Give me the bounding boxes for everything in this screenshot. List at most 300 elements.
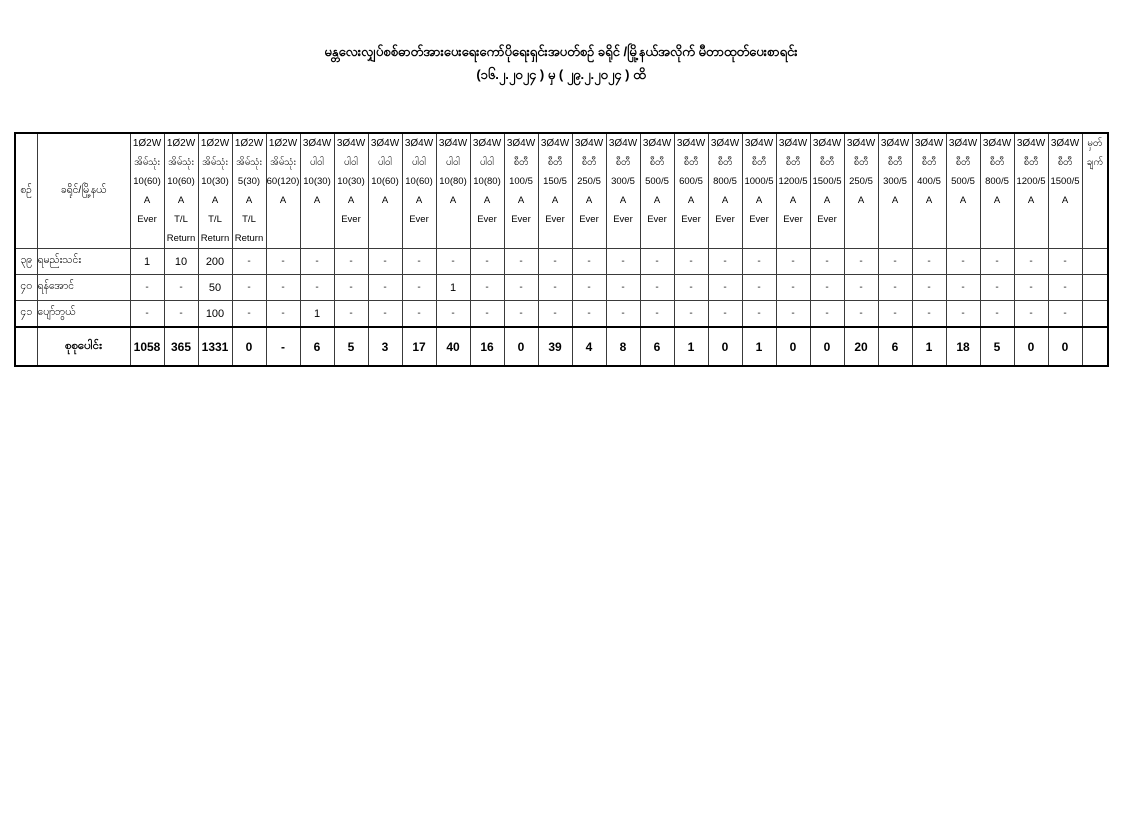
township-name-cell: ရမည်းသင်း [37,249,130,275]
value-cell: 100 [198,301,232,328]
total-value-cell: 6 [640,327,674,366]
unit-label: A [755,195,763,206]
value-cell: - [572,249,606,275]
rating-label: 60(120) [266,176,300,187]
value-cell: - [980,301,1014,328]
phase-label: 3Ø4W [948,138,978,149]
return-label [1015,229,1048,248]
value-cell: - [674,301,708,328]
value-cell: - [402,275,436,301]
unit-label: A [143,195,151,206]
meter-type-column-header-10 [436,133,470,249]
total-value-cell: 3 [368,327,402,366]
rating-label: 1000/5 [744,176,774,187]
rating-label: 10(30) [201,176,229,187]
report-date-range: (၁၆.၂.၂၀၂၄ ) မှ ( ၂၉.၂.၂၀၂၄ ) ထိ [476,67,646,82]
phase-label: 3Ø4W [438,138,468,149]
phase-label: 3Ø4W [846,138,876,149]
value-cell: - [538,249,572,275]
category-label: စီတီ [581,157,597,168]
total-value-cell: 5 [334,327,368,366]
report-title: မန္တလေးလျှပ်စစ်ဓာတ်အားပေးရေးကော်ပိုရေးရှင်းအပတ်စဉ် ခရိုင် /မြို့နယ်အလိုက် မီတာထုတ်ပေးစာရင်း [324,44,798,59]
category-label: စီတီ [819,157,835,168]
meter-type-column-header-25 [946,133,980,249]
phase-label: 1Ø2W [166,138,196,149]
value-cell: - [844,275,878,301]
category-label: စီတီ [785,157,801,168]
total-value-cell: 5 [980,327,1014,366]
meter-type-column-header-13 [538,133,572,249]
unit-label: A [177,195,185,206]
value-cell: - [470,249,504,275]
total-label: စုစုပေါင်း [37,327,130,366]
total-value-cell: 0 [1014,327,1048,366]
meter-type-column-header-8 [368,133,402,249]
category-label: စီတီ [751,157,767,168]
phase-label: 3Ø4W [744,138,774,149]
category-label: အိမ်သုံး [134,157,160,168]
meter-type-column-header-4 [232,133,266,249]
category-label: ပါဝါ [343,157,359,168]
rating-label: 800/5 [985,176,1009,187]
brand-label: Ever [749,214,769,225]
value-cell: - [1048,249,1082,275]
brand-label [845,210,878,229]
rating-label: 800/5 [713,176,737,187]
district-township-column-header: ခရိုင်/မြို့နယ် [37,133,130,249]
value-cell: - [776,275,810,301]
return-label [471,229,504,248]
value-cell: - [300,249,334,275]
rating-label: 600/5 [679,176,703,187]
meter-type-column-header-3 [198,133,232,249]
category-label: အိမ်သုံး [202,157,228,168]
value-cell: - [300,275,334,301]
value-cell: - [1048,275,1082,301]
serial-cell: ၃၉ [15,249,37,275]
value-cell: - [402,301,436,328]
meter-type-column-header-20 [776,133,810,249]
remark-cell [1082,301,1108,328]
value-cell: - [130,275,164,301]
value-cell: - [164,275,198,301]
brand-label: Ever [341,214,361,225]
category-label: ပါဝါ [411,157,427,168]
value-cell: - [980,275,1014,301]
phase-label: 3Ø4W [914,138,944,149]
return-label [743,229,776,248]
total-remark-cell [1082,327,1108,366]
value-cell: - [742,301,776,328]
remark-column-header [1082,133,1108,249]
unit-label: A [1027,195,1035,206]
return-label [437,229,470,248]
unit-label: A [585,195,593,206]
township-name-cell: ပျော်ဘွယ် [37,301,130,328]
phase-label: 3Ø4W [880,138,910,149]
phase-label: 3Ø4W [336,138,366,149]
brand-label: Ever [409,214,429,225]
value-cell: - [504,301,538,328]
value-cell: 1 [130,249,164,275]
return-label [505,229,538,248]
total-value-cell: 8 [606,327,640,366]
value-cell: - [742,249,776,275]
return-label [777,229,810,248]
return-label [131,229,164,248]
brand-label [437,210,470,229]
value-cell: - [776,301,810,328]
meter-type-column-header-26 [980,133,1014,249]
brand-label: T/L [208,214,222,225]
total-value-cell: 0 [504,327,538,366]
category-label: စီတီ [1057,157,1073,168]
total-value-cell: 16 [470,327,504,366]
value-cell: - [130,301,164,328]
value-cell: - [708,249,742,275]
rating-label: 1200/5 [778,176,808,187]
unit-label: A [993,195,1001,206]
category-label: အိမ်သုံး [168,157,194,168]
rating-label: 250/5 [577,176,601,187]
phase-label: 3Ø4W [1016,138,1046,149]
return-label [981,229,1014,248]
value-cell: - [232,301,266,328]
rating-label: 150/5 [543,176,567,187]
brand-label: Ever [783,214,803,225]
total-value-cell: 0 [810,327,844,366]
unit-label: A [1061,195,1069,206]
table-row [15,275,1108,301]
rating-label: 250/5 [849,176,873,187]
phase-label: 1Ø2W [132,138,162,149]
total-value-cell: 0 [232,327,266,366]
value-cell: - [844,249,878,275]
value-cell: - [436,301,470,328]
category-label: အိမ်သုံး [236,157,262,168]
table-row [15,301,1108,328]
category-label: စီတီ [853,157,869,168]
meter-issue-table [14,132,1109,367]
value-cell: - [368,275,402,301]
value-cell: - [946,275,980,301]
phase-label: 3Ø4W [608,138,638,149]
value-cell: - [266,301,300,328]
rating-label: 10(60) [133,176,161,187]
meter-type-column-header-5 [266,133,300,249]
meter-type-column-header-18 [708,133,742,249]
remark-header-line: ချက် [1086,157,1103,168]
brand-label: Ever [647,214,667,225]
phase-label: 3Ø4W [370,138,400,149]
value-cell: - [708,301,742,328]
township-name-cell: ရန်အောင် [37,275,130,301]
phase-label: 3Ø4W [472,138,502,149]
brand-label: Ever [681,214,701,225]
value-cell: - [844,301,878,328]
value-cell: 10 [164,249,198,275]
unit-label: A [245,195,253,206]
brand-label: Ever [477,214,497,225]
value-cell: - [640,249,674,275]
return-label [573,229,606,248]
value-cell: - [1014,301,1048,328]
meter-type-column-header-14 [572,133,606,249]
value-cell: - [334,275,368,301]
total-value-cell: 4 [572,327,606,366]
phase-label: 3Ø4W [540,138,570,149]
value-cell: - [232,275,266,301]
brand-label: T/L [242,214,256,225]
rating-label: 1500/5 [812,176,842,187]
brand-label [1049,210,1082,229]
brand-label [947,210,980,229]
total-serial-cell [15,327,37,366]
rating-label: 10(60) [405,176,433,187]
value-cell: - [912,301,946,328]
category-label: အိမ်သုံး [270,157,296,168]
total-value-cell: 0 [1048,327,1082,366]
meter-type-column-header-28 [1048,133,1082,249]
phase-label: 3Ø4W [302,138,332,149]
value-cell: 200 [198,249,232,275]
unit-label: A [653,195,661,206]
return-label [403,229,436,248]
rating-label: 500/5 [951,176,975,187]
value-cell: - [1048,301,1082,328]
meter-type-column-header-22 [844,133,878,249]
phase-label: 3Ø4W [506,138,536,149]
total-row [15,327,1108,366]
return-label: Return [166,233,196,244]
total-value-cell: 6 [878,327,912,366]
brand-label: Ever [137,214,157,225]
meter-type-column-header-17 [674,133,708,249]
value-cell: - [572,275,606,301]
value-cell: - [606,301,640,328]
total-value-cell: 1 [742,327,776,366]
rating-label: 400/5 [917,176,941,187]
category-label: ပါဝါ [377,157,393,168]
unit-label: A [313,195,321,206]
phase-label: 1Ø2W [200,138,230,149]
phase-label: 3Ø4W [778,138,808,149]
remark-cell [1082,249,1108,275]
value-cell: - [334,249,368,275]
category-label: စီတီ [989,157,1005,168]
value-cell: - [232,249,266,275]
brand-label: T/L [174,214,188,225]
meter-type-column-header-1 [130,133,164,249]
return-label [641,229,674,248]
return-label [1049,229,1082,248]
phase-label: 3Ø4W [982,138,1012,149]
category-label: ပါဝါ [309,157,325,168]
serial-cell: ၄၀ [15,275,37,301]
total-value-cell: - [266,327,300,366]
brand-label [879,210,912,229]
unit-label: A [857,195,865,206]
brand-label [913,210,946,229]
category-label: စီတီ [547,157,563,168]
meter-type-column-header-27 [1014,133,1048,249]
value-cell: - [606,275,640,301]
unit-label: A [517,195,525,206]
rating-label: 10(80) [473,176,501,187]
return-label [913,229,946,248]
meter-type-column-header-6 [300,133,334,249]
value-cell: - [776,249,810,275]
total-value-cell: 39 [538,327,572,366]
total-value-cell: 365 [164,327,198,366]
phase-label: 3Ø4W [676,138,706,149]
rating-label: 10(60) [167,176,195,187]
phase-label: 3Ø4W [1050,138,1080,149]
unit-label: A [721,195,729,206]
phase-label: 3Ø4W [642,138,672,149]
return-label [675,229,708,248]
category-label: ပါဝါ [445,157,461,168]
return-label: Return [234,233,264,244]
total-value-cell: 0 [776,327,810,366]
unit-label: A [959,195,967,206]
total-value-cell: 0 [708,327,742,366]
unit-label: A [551,195,559,206]
meter-type-column-header-16 [640,133,674,249]
return-label [845,229,878,248]
value-cell: - [266,275,300,301]
phase-label: 1Ø2W [268,138,298,149]
value-cell: 1 [436,275,470,301]
meter-type-column-header-11 [470,133,504,249]
phase-label: 3Ø4W [404,138,434,149]
phase-label: 3Ø4W [812,138,842,149]
value-cell: - [878,249,912,275]
return-label: Return [200,233,230,244]
category-label: စီတီ [683,157,699,168]
value-cell: - [470,275,504,301]
unit-label: A [789,195,797,206]
category-label: စီတီ [513,157,529,168]
total-value-cell: 1331 [198,327,232,366]
unit-label: A [381,195,389,206]
return-label [335,229,368,248]
brand-label [369,210,402,229]
unit-label: A [619,195,627,206]
total-value-cell: 40 [436,327,470,366]
value-cell: - [402,249,436,275]
value-cell: - [980,249,1014,275]
rating-label: 10(30) [303,176,331,187]
meter-type-column-header-7 [334,133,368,249]
value-cell: - [1014,275,1048,301]
rating-label: 300/5 [611,176,635,187]
value-cell: - [810,249,844,275]
phase-label: 3Ø4W [710,138,740,149]
value-cell: - [606,249,640,275]
brand-label: Ever [613,214,633,225]
total-value-cell: 6 [300,327,334,366]
category-label: စီတီ [921,157,937,168]
brand-label [981,210,1014,229]
category-label: စီတီ [615,157,631,168]
value-cell: - [504,275,538,301]
category-label: စီတီ [1023,157,1039,168]
rating-label: 10(80) [439,176,467,187]
return-label [709,229,742,248]
value-cell: - [946,249,980,275]
table-header [15,133,1108,249]
brand-label: Ever [715,214,735,225]
value-cell: - [878,301,912,328]
meter-type-column-header-15 [606,133,640,249]
category-label: စီတီ [887,157,903,168]
value-cell: - [674,249,708,275]
return-label [607,229,640,248]
category-label: စီတီ [717,157,733,168]
value-cell: - [742,275,776,301]
brand-label: Ever [545,214,565,225]
unit-label: A [415,195,423,206]
value-cell: 50 [198,275,232,301]
category-label: စီတီ [955,157,971,168]
value-cell: - [708,275,742,301]
value-cell: - [912,249,946,275]
return-label [301,229,334,248]
value-cell: - [640,275,674,301]
value-cell: - [674,275,708,301]
serial-cell: ၄၁ [15,301,37,328]
value-cell: 1 [300,301,334,328]
phase-label: 1Ø2W [234,138,264,149]
rating-label: 1500/5 [1050,176,1080,187]
total-value-cell: 1058 [130,327,164,366]
rating-label: 10(30) [337,176,365,187]
value-cell: - [946,301,980,328]
total-value-cell: 1 [674,327,708,366]
return-label [947,229,980,248]
value-cell: - [810,301,844,328]
return-label [267,229,300,248]
value-cell: - [538,301,572,328]
value-cell: - [810,275,844,301]
unit-label: A [823,195,831,206]
meter-type-column-header-2 [164,133,198,249]
total-value-cell: 1 [912,327,946,366]
total-value-cell: 20 [844,327,878,366]
unit-label: A [279,195,287,206]
value-cell: - [368,249,402,275]
rating-label: 10(60) [371,176,399,187]
return-label [811,229,844,248]
rating-label: 500/5 [645,176,669,187]
unit-label: A [687,195,695,206]
unit-label: A [347,195,355,206]
unit-label: A [925,195,933,206]
meter-type-column-header-9 [402,133,436,249]
return-label [369,229,402,248]
meter-type-column-header-19 [742,133,776,249]
brand-label: Ever [579,214,599,225]
total-value-cell: 18 [946,327,980,366]
unit-label: A [211,195,219,206]
serial-column-header: စဉ် [15,133,37,249]
brand-label: Ever [817,214,837,225]
remark-cell [1082,275,1108,301]
value-cell: - [640,301,674,328]
brand-label [301,210,334,229]
meter-type-column-header-21 [810,133,844,249]
